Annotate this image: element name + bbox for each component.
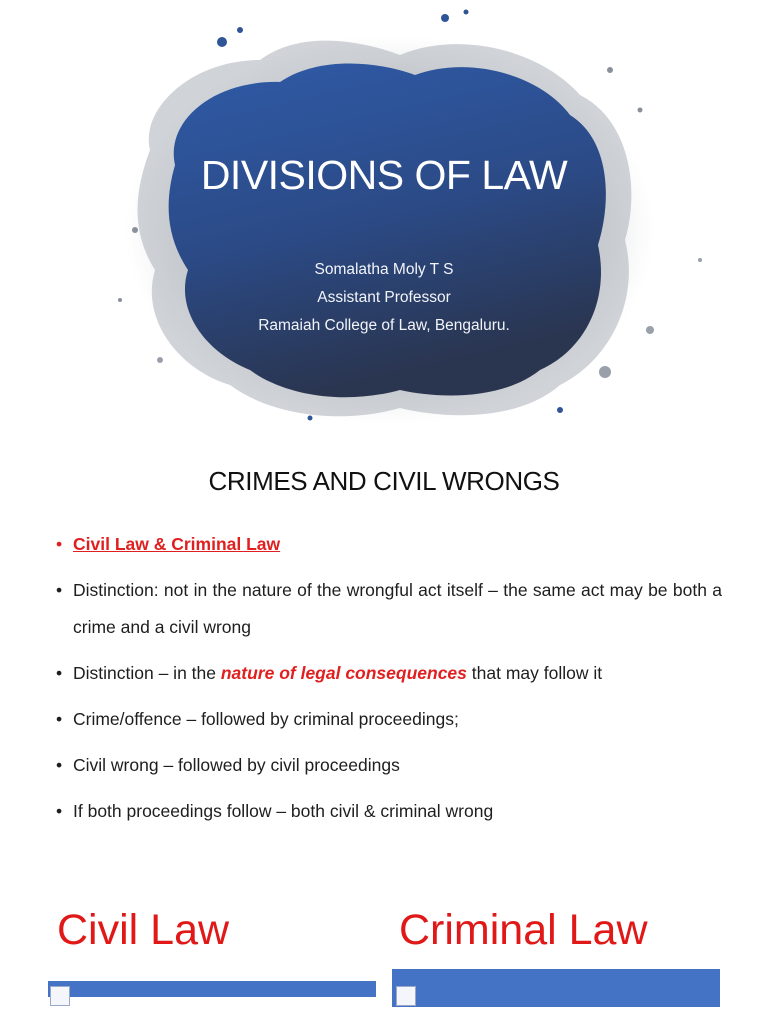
checkbox-icon [396, 986, 416, 1006]
bullet-dot: • [56, 709, 63, 729]
criminal-law-heading: Criminal Law [399, 906, 648, 954]
bullet-text-highlight: Civil Law & Criminal Law [73, 534, 281, 554]
civil-law-header-bar [48, 981, 376, 997]
bullet-text: Crime/offence – followed by criminal proceedings; [73, 709, 459, 729]
comparison-slide [0, 864, 768, 1024]
bullet-list [56, 526, 722, 839]
crimes-civil-wrongs-slide [0, 432, 768, 864]
bullet-dot: • [56, 534, 63, 554]
bullet-dot: • [56, 663, 63, 683]
bullet-item [56, 655, 722, 692]
title-slide [0, 0, 768, 432]
bullet-dot: • [56, 580, 63, 600]
emphasis-text: nature of legal consequences [220, 663, 467, 683]
presentation-title: DIVISIONS OF LAW [200, 152, 568, 198]
bullet-item [56, 526, 722, 563]
slide-title: CRIMES AND CIVIL WRONGS [208, 466, 560, 496]
bullet-text: Distinction: not in the nature of the wrongful act itself – the same act may be both a crime and a civil wrong [73, 580, 722, 637]
author-institution: Ramaiah College of Law, Bengaluru. [258, 317, 510, 334]
bullet-item [56, 793, 722, 830]
bullet-item [56, 572, 722, 646]
bullet-text: Civil wrong – followed by civil proceedings [73, 755, 400, 775]
bullet-dot: • [56, 801, 63, 821]
bullet-text: If both proceedings follow – both civil & criminal wrong [73, 801, 494, 821]
author-designation: Assistant Professor [317, 289, 451, 306]
bullet-text: Distinction – in the [73, 663, 221, 683]
bullet-item [56, 747, 722, 784]
bullet-text: that may follow it [466, 663, 603, 683]
criminal-law-header-bar [392, 969, 720, 1007]
checkbox-icon [50, 986, 70, 1006]
bullet-dot: • [56, 755, 63, 775]
author-name: Somalatha Moly T S [314, 261, 454, 278]
bullet-item [56, 701, 722, 738]
civil-law-heading: Civil Law [57, 906, 230, 954]
ink-splash-graphic [0, 0, 768, 432]
